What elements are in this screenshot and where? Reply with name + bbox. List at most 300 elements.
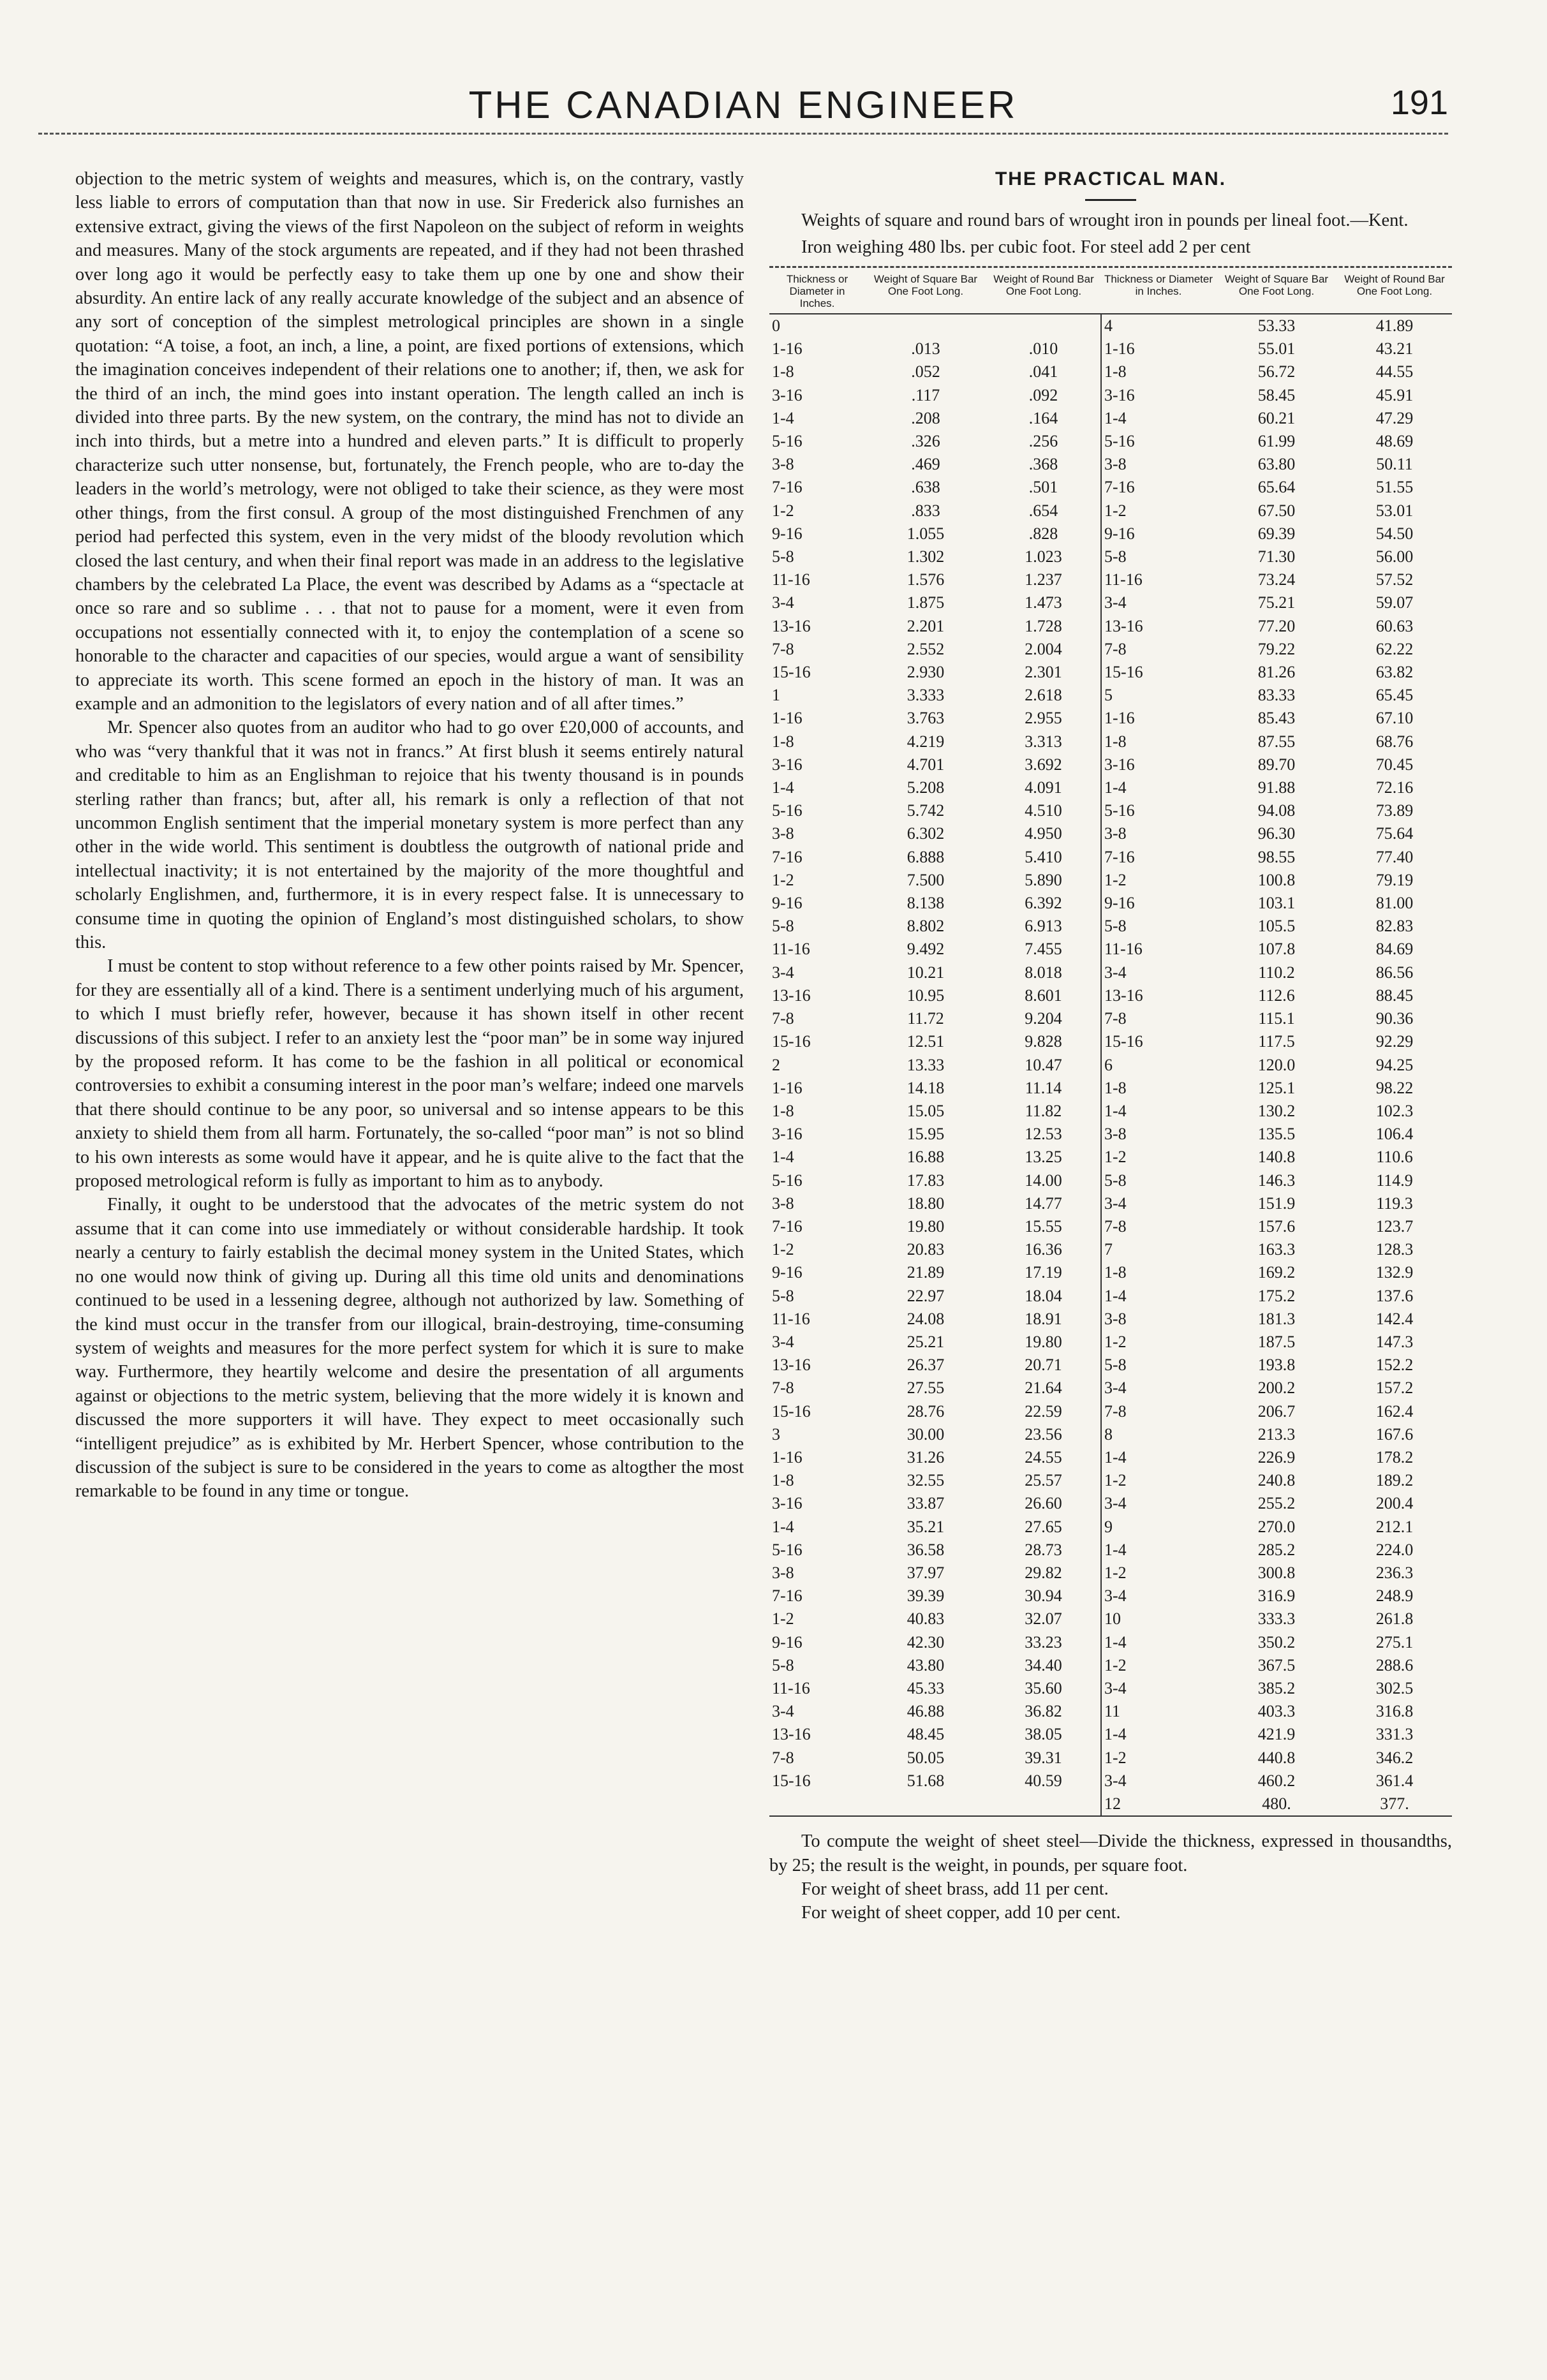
footnote: For weight of sheet copper, add 10 per cent. (801, 1903, 1121, 1923)
table-cell: 236.3 (1375, 1563, 1414, 1582)
table-cell: 3-4 (1101, 591, 1216, 614)
table-cell: .368 (1028, 455, 1058, 474)
table-cell: 240.8 (1257, 1471, 1296, 1490)
table-cell: 106.4 (1375, 1125, 1414, 1144)
table-cell: 12 (1101, 1792, 1216, 1815)
table-cell: 7-8 (1101, 638, 1216, 661)
table-cell: 11 (1101, 1700, 1216, 1723)
table-cell: 255.2 (1257, 1494, 1296, 1513)
table-cell: 57.52 (1375, 570, 1414, 589)
table-cell: 10.21 (907, 963, 945, 982)
table-cell: 98.22 (1375, 1078, 1414, 1097)
table-cell: 135.5 (1257, 1125, 1296, 1144)
table-row (769, 822, 1452, 845)
table-cell: 7.500 (907, 870, 945, 889)
table-cell: 163.3 (1257, 1240, 1296, 1259)
table-row (769, 522, 1452, 545)
table-cell: 110.2 (1258, 963, 1295, 982)
table-cell: 39.39 (907, 1586, 945, 1606)
table-row (769, 1723, 1452, 1746)
table-cell: 11-16 (772, 570, 810, 589)
table-cell: 212.1 (1375, 1517, 1414, 1536)
table-cell: 3-4 (1101, 1770, 1216, 1792)
table-cell: 7-8 (772, 639, 794, 658)
table-cell: 1-2 (772, 501, 794, 520)
table-cell: 31.26 (907, 1447, 945, 1467)
table-cell: 5.742 (907, 801, 945, 820)
table-row (769, 846, 1452, 869)
table-cell: 40.83 (907, 1609, 945, 1629)
table-cell: 73.89 (1375, 801, 1414, 820)
table-cell: 142.4 (1375, 1309, 1414, 1328)
table-cell: 79.19 (1375, 870, 1414, 889)
table-cell: .013 (911, 339, 940, 358)
table-cell: 13.25 (1025, 1148, 1062, 1167)
table-cell: 3-8 (772, 455, 794, 474)
table-cell: 9-16 (772, 1632, 803, 1652)
article-paragraph: Mr. Spencer also quotes from an auditor who had to go over £20,000 of accounts, and who was “very thankful that it was not in francs.” At first blush it seems entirely natural and creditable to him as an Englishman to rejoice that his twenty thousand is in pounds sterling rather than francs; but, after all, his remark is only a reflection of that not uncommon English sentiment that the imperial monetary system is more perfect than any other in the wide world. This sentiment is doubtless the outgrowth of national pride and intellectual inactivity; it is not entertained by the majority of the more thoughtful and scholarly Englishmen, and, furthermore, it is in every respect false. It is unnecessary to consume time in quoting the opinion of England’s most distinguished scholars, to show this. (75, 718, 744, 952)
table-row (769, 1562, 1452, 1585)
table-cell: 88.45 (1375, 986, 1414, 1005)
table-cell: 15-16 (1101, 1030, 1216, 1053)
table-cell: 5-16 (772, 1171, 803, 1190)
table-cell: 181.3 (1257, 1309, 1296, 1328)
table-cell: 125.1 (1257, 1078, 1296, 1097)
page-header (38, 83, 1448, 140)
table-cell: 1-16 (772, 709, 803, 728)
table-cell: 0 (772, 316, 780, 335)
table-cell: 1-2 (1101, 1331, 1216, 1354)
table-cell: 12.53 (1025, 1125, 1062, 1144)
table-row (769, 730, 1452, 753)
table-cell: 11-16 (772, 1309, 810, 1328)
table-cell: 9 (1101, 1516, 1216, 1539)
table-cell: 6 (1101, 1054, 1216, 1077)
table-cell: 5-8 (772, 1655, 794, 1674)
table-cell: 4 (1101, 314, 1216, 337)
table-cell: 36.82 (1025, 1702, 1062, 1721)
table-cell: 1-4 (772, 1148, 794, 1167)
table-cell: .041 (1028, 362, 1058, 381)
table-cell: 1-4 (1101, 407, 1216, 430)
table-row (769, 799, 1452, 822)
table-cell: 3-8 (772, 1563, 794, 1582)
table-cell: 56.72 (1257, 362, 1296, 381)
table-cell: 480. (1262, 1794, 1291, 1813)
table-cell: 3.692 (1025, 755, 1062, 774)
table-cell: 1-2 (1101, 499, 1216, 522)
table-cell: 275.1 (1375, 1632, 1414, 1652)
table-row (769, 430, 1452, 453)
table-cell: 7-16 (772, 847, 803, 866)
table-cell: 7-8 (1101, 1007, 1216, 1030)
article-column (75, 167, 744, 1504)
table-cell: 72.16 (1375, 778, 1414, 797)
table-cell: 5.208 (907, 778, 945, 797)
table-cell: 87.55 (1257, 732, 1296, 751)
table-cell: 24.08 (907, 1309, 945, 1328)
table-cell: 7-16 (772, 478, 803, 497)
table-cell: 1-4 (1101, 1100, 1216, 1123)
table-cell: 68.76 (1375, 732, 1414, 751)
table-row (769, 591, 1452, 614)
table-cell: 1 (772, 686, 780, 705)
table-cell: 3-4 (1101, 1492, 1216, 1515)
table-cell: 60.21 (1257, 408, 1296, 427)
footnote: For weight of sheet brass, add 11 per cent. (801, 1879, 1109, 1900)
table-row (769, 1285, 1452, 1308)
table-cell: 5-16 (1101, 799, 1216, 822)
table-cell: 30.00 (907, 1424, 945, 1444)
table-cell: 200.2 (1257, 1378, 1296, 1398)
table-row (769, 661, 1452, 684)
table-cell: 123.7 (1375, 1216, 1414, 1236)
table-cell: 53.33 (1257, 316, 1296, 335)
table-cell: 5-8 (1101, 545, 1216, 568)
table-row (769, 1677, 1452, 1700)
table-cell: 13-16 (772, 986, 811, 1005)
table-cell: .117 (911, 385, 940, 404)
section-title: THE PRACTICAL MAN. (995, 168, 1227, 189)
table-cell: 3-4 (1101, 1677, 1216, 1700)
table-cell: 26.60 (1025, 1494, 1062, 1513)
footnote: To compute the weight of sheet steel—Divide the thickness, expressed in thousandths, by 25; the result is the weight, in pounds, per square foot. (769, 1831, 1452, 1875)
table-cell: 81.00 (1375, 894, 1414, 913)
table-cell: .052 (911, 362, 940, 381)
table-cell: 11-16 (772, 940, 810, 959)
table-cell: 288.6 (1375, 1655, 1414, 1674)
table-cell: 1.576 (907, 570, 945, 589)
table-cell: 41.89 (1375, 316, 1414, 335)
table-cell: 3-16 (772, 1125, 803, 1144)
table-row (769, 707, 1452, 730)
table-cell: 36.58 (907, 1540, 945, 1559)
table-cell: 65.45 (1375, 686, 1414, 705)
table-cell: 213.3 (1257, 1424, 1296, 1444)
table-row (769, 1539, 1452, 1562)
table-cell: 50.05 (907, 1748, 945, 1767)
table-cell: .164 (1028, 408, 1058, 427)
table-cell: 1-2 (1101, 1562, 1216, 1585)
table-cell: 2.618 (1025, 686, 1062, 705)
table-cell: 94.25 (1375, 1055, 1414, 1074)
table-cell: 3.313 (1025, 732, 1062, 751)
table-cell: .326 (911, 432, 940, 451)
table-cell: 39.31 (1025, 1748, 1062, 1767)
table-row (769, 360, 1452, 383)
table-row (769, 1700, 1452, 1723)
table-cell: 12.51 (907, 1032, 945, 1051)
table-cell: 3-4 (1101, 1585, 1216, 1608)
table-row (769, 1354, 1452, 1377)
table-cell: 1.473 (1025, 593, 1062, 612)
table-cell: 17.83 (907, 1171, 945, 1190)
table-row (769, 384, 1452, 407)
table-cell: 5-16 (772, 801, 803, 820)
table-cell: 4.091 (1025, 778, 1062, 797)
table-row (769, 753, 1452, 776)
table-cell (986, 1792, 1101, 1815)
table-cell: 37.97 (907, 1563, 945, 1582)
table-cell: 59.07 (1375, 593, 1414, 612)
table-cell: 350.2 (1257, 1632, 1296, 1652)
table-cell: 8 (1101, 1423, 1216, 1446)
table-cell: 120.0 (1257, 1055, 1296, 1074)
table-cell: 178.2 (1375, 1447, 1414, 1467)
table-cell: 2.004 (1025, 639, 1062, 658)
table-cell: 20.71 (1025, 1356, 1062, 1375)
table-row (769, 1516, 1452, 1539)
table-cell: .010 (1028, 339, 1058, 358)
table-cell: 1-8 (772, 362, 794, 381)
table-cell: 83.33 (1257, 686, 1296, 705)
table-cell: 103.1 (1257, 894, 1296, 913)
table-cell: 19.80 (907, 1216, 945, 1236)
table-cell: 81.26 (1257, 663, 1296, 682)
table-cell: 33.23 (1025, 1632, 1062, 1652)
table-cell: 11-16 (1101, 938, 1216, 961)
table-row (769, 407, 1452, 430)
table-cell: 1-16 (1101, 337, 1216, 360)
table-cell: 316.9 (1257, 1586, 1296, 1606)
table-cell: 1-2 (1101, 1654, 1216, 1677)
table-cell: 92.29 (1375, 1032, 1414, 1051)
table-cell: 7 (1101, 1238, 1216, 1261)
table-cell: 285.2 (1257, 1540, 1296, 1559)
table-cell: 7-16 (1101, 846, 1216, 869)
table-cell: 6.302 (907, 824, 945, 843)
table-cell: 13-16 (772, 1725, 811, 1744)
table-cell: 3-4 (1101, 1377, 1216, 1400)
table-cell: 63.82 (1375, 663, 1414, 682)
table-cell: 3-8 (772, 824, 794, 843)
table-cell: 152.2 (1375, 1356, 1414, 1375)
table-cell: 1-16 (1101, 707, 1216, 730)
table-cell: 75.21 (1257, 593, 1296, 612)
practical-man-column (769, 167, 1452, 1925)
table-cell: 167.6 (1375, 1424, 1414, 1444)
table-cell: 28.73 (1025, 1540, 1062, 1559)
table-row (769, 1469, 1452, 1492)
table-cell (865, 314, 986, 337)
table-row (769, 1100, 1452, 1123)
table-cell: 46.88 (907, 1702, 945, 1721)
table-cell: 84.69 (1375, 940, 1414, 959)
table-row (769, 1146, 1452, 1169)
table-cell: 1-16 (772, 1078, 803, 1097)
table-cell: .638 (911, 478, 940, 497)
column-header: Weight of Square Bar One Foot Long. (1216, 268, 1337, 314)
table-row (769, 776, 1452, 799)
table-cell: 1-2 (1101, 1146, 1216, 1169)
table-cell: 65.64 (1257, 478, 1296, 497)
table-row (769, 1377, 1452, 1400)
table-cell: 40.59 (1025, 1771, 1062, 1790)
table-row (769, 961, 1452, 984)
table-cell: 157.2 (1375, 1378, 1414, 1398)
table-cell: 1-8 (772, 1471, 794, 1490)
table-cell: 1-8 (772, 1101, 794, 1120)
table-cell: 1-8 (772, 732, 794, 751)
table-cell: 50.11 (1376, 455, 1413, 474)
table-cell: 2.955 (1025, 709, 1062, 728)
table-cell: 5 (1101, 684, 1216, 707)
table-cell: 1-4 (772, 778, 794, 797)
table-cell: 18.91 (1025, 1309, 1062, 1328)
table-cell: 14.18 (907, 1078, 945, 1097)
table-cell: 13-16 (1101, 615, 1216, 638)
table-cell: 18.04 (1025, 1286, 1062, 1305)
table-cell: 147.3 (1375, 1332, 1414, 1351)
table-cell: 96.30 (1257, 824, 1296, 843)
table-cell: 1.055 (907, 524, 945, 543)
table-cell: 11.72 (907, 1009, 944, 1028)
article-paragraph: Finally, it ought to be understood that the advocates of the metric system do not assume that it can come into use immediately or without considerable hardship. It took nearly a century to fairly establish the decimal money system in the United States, which no one would now think of giving up. During all this time old units and denominations continued to be used in a lessening degree, although not authorized by law. Something of the kind must occur in the transfer from our illogical, brain-destroying, time-consuming system of weights and measures for the more perfect system for which it is sure to make way. Furthermore, they heartily welcome and desire the presentation of all arguments against or objections to the metric system, believing that the more widely it is known and discussed the more supporters it will have. They expect to meet occasionally such “intelligent prejudice” as is exhibited by Mr. Herbert Spencer, whose contribution to the discussion of the subject is sure to be considered in the years to come as altogther the most remarkable to be found in any time or tongue. (75, 1195, 744, 1502)
table-cell: 226.9 (1257, 1447, 1296, 1467)
table-cell: 9-16 (1101, 522, 1216, 545)
table-cell: 86.56 (1375, 963, 1414, 982)
table-cell: 8.138 (907, 894, 945, 913)
table-cell: 38.05 (1025, 1725, 1062, 1744)
table-cell: 3-16 (1101, 753, 1216, 776)
table-cell: 137.6 (1375, 1286, 1414, 1305)
table-header-row (769, 268, 1452, 314)
table-cell: 440.8 (1257, 1748, 1296, 1767)
table-cell: 7-8 (772, 1378, 794, 1398)
table-cell: 98.55 (1257, 847, 1296, 866)
table-cell: 13-16 (1101, 984, 1216, 1007)
table-cell: 6.913 (1025, 917, 1062, 936)
table-cell: 261.8 (1375, 1609, 1414, 1629)
table-cell: 3-4 (772, 1332, 794, 1351)
table-cell: 1.237 (1025, 570, 1062, 589)
table-cell: 3-8 (1101, 453, 1216, 476)
table-row (769, 1747, 1452, 1770)
table-cell: 300.8 (1257, 1563, 1296, 1582)
table-row (769, 1492, 1452, 1515)
table-cell: 9.492 (907, 940, 945, 959)
table-cell: 15-16 (772, 1032, 811, 1051)
table-cell: 1-2 (772, 1609, 794, 1629)
table-cell: 333.3 (1257, 1609, 1296, 1629)
table-cell: 54.50 (1375, 524, 1414, 543)
table-cell: 15.05 (907, 1101, 945, 1120)
table-cell: 5-8 (1101, 1354, 1216, 1377)
table-cell: 132.9 (1375, 1263, 1414, 1282)
table-cell: 44.55 (1375, 362, 1414, 381)
section-rule (1085, 199, 1136, 201)
table-cell: 47.29 (1375, 408, 1414, 427)
table-cell: 224.0 (1375, 1540, 1414, 1559)
table-cell: 361.4 (1375, 1771, 1414, 1790)
table-cell: 35.60 (1025, 1678, 1062, 1697)
table-cell: 43.21 (1375, 339, 1414, 358)
table-cell: 346.2 (1375, 1748, 1414, 1767)
table-cell: .828 (1028, 524, 1058, 543)
table-cell: 1.023 (1025, 547, 1062, 566)
table-cell: 3 (772, 1424, 780, 1444)
table-cell: 119.3 (1376, 1194, 1413, 1213)
table-cell: .256 (1028, 432, 1058, 451)
table-cell: 200.4 (1375, 1494, 1414, 1513)
table-row (769, 1608, 1452, 1630)
table-cell: 3-8 (1101, 1308, 1216, 1331)
table-row (769, 1446, 1452, 1469)
table-cell: 403.3 (1257, 1702, 1296, 1721)
table-cell: 7-8 (1101, 1215, 1216, 1238)
table-cell: 367.5 (1257, 1655, 1296, 1674)
table-cell: 102.3 (1375, 1101, 1414, 1120)
table-cell: 61.99 (1257, 432, 1296, 451)
table-cell: 42.30 (907, 1632, 945, 1652)
table-cell: 4.701 (907, 755, 945, 774)
table-cell: 5-8 (1101, 915, 1216, 938)
table-cell: 15-16 (1101, 661, 1216, 684)
table-row (769, 892, 1452, 915)
table-cell: 3-16 (772, 385, 803, 404)
table-cell: 9.828 (1025, 1032, 1062, 1051)
table-row (769, 1169, 1452, 1192)
table-cell: 60.63 (1375, 616, 1414, 635)
table-cell: 29.82 (1025, 1563, 1062, 1582)
table-cell: 11-16 (1101, 568, 1216, 591)
table-cell: 15.55 (1025, 1216, 1062, 1236)
table-row (769, 1030, 1452, 1053)
table-cell: 146.3 (1257, 1171, 1296, 1190)
table-cell: 27.65 (1025, 1517, 1062, 1536)
table-cell: 2.930 (907, 663, 945, 682)
table-row (769, 984, 1452, 1007)
table-cell: 331.3 (1375, 1725, 1414, 1744)
table-row (769, 476, 1452, 499)
table-footnotes (769, 1829, 1452, 1925)
table-cell: 385.2 (1257, 1678, 1296, 1697)
table-cell: 9-16 (772, 894, 803, 913)
table-cell: 130.2 (1257, 1101, 1296, 1120)
table-cell: .208 (911, 408, 940, 427)
table-cell: 58.45 (1257, 385, 1296, 404)
table-row (769, 869, 1452, 892)
table-row (769, 684, 1452, 707)
table-cell: 8.018 (1025, 963, 1062, 982)
table-cell: 25.57 (1025, 1471, 1062, 1490)
table-row (769, 1123, 1452, 1146)
table-cell: 105.5 (1257, 917, 1296, 936)
table-cell: 27.55 (907, 1378, 945, 1398)
table-cell: 1-4 (1101, 1446, 1216, 1469)
table-cell: 9-16 (1101, 892, 1216, 915)
table-row (769, 1007, 1452, 1030)
table-cell: 13.33 (907, 1055, 945, 1074)
table-cell: 189.2 (1375, 1471, 1414, 1490)
table-cell: 1-2 (1101, 1747, 1216, 1770)
table-row (769, 615, 1452, 638)
table-cell: 22.59 (1025, 1401, 1062, 1421)
table-row (769, 1238, 1452, 1261)
journal-title: THE CANADIAN ENGINEER (468, 84, 1018, 126)
table-cell: 10.95 (907, 986, 945, 1005)
table-cell: 1-16 (772, 339, 803, 358)
table-cell: 7-16 (1101, 476, 1216, 499)
table-cell: 5.890 (1025, 870, 1062, 889)
table-row (769, 499, 1452, 522)
table-cell: 62.22 (1375, 639, 1414, 658)
table-cell: 316.8 (1375, 1702, 1414, 1721)
table-cell: 1.875 (907, 593, 945, 612)
table-cell: 5-8 (772, 547, 794, 566)
table-cell: 5.410 (1025, 847, 1062, 866)
table-cell: 8.802 (907, 917, 945, 936)
